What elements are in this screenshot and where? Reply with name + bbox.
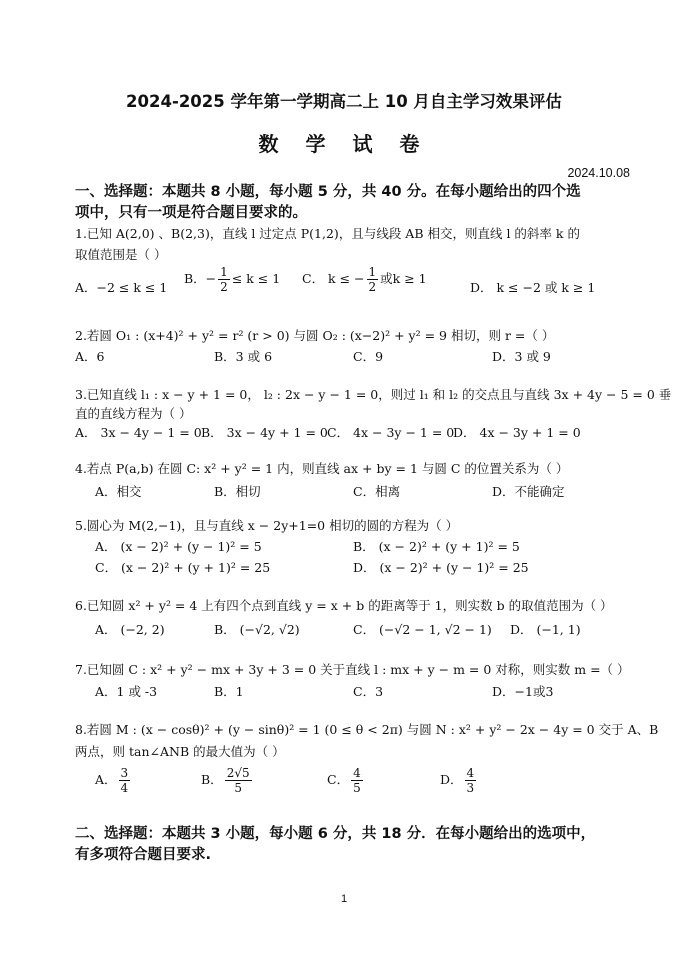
- subject-title: 数 学 试 卷: [258, 132, 430, 156]
- q8-opt-d-label: D．: [440, 772, 463, 787]
- q8-opt-b-label: B．: [201, 772, 223, 787]
- q8-opt-d-numerator: 4: [466, 766, 475, 780]
- q8-opt-b-denominator: 5: [234, 781, 242, 795]
- q8-opt-c-label: C．: [327, 772, 350, 787]
- question-5-line1: 5.圆心为 M(2,−1)，且与直线 x − 2y+1=0 相切的圆的方程为（ ）: [75, 518, 459, 533]
- question-8-option-a: [95, 766, 132, 795]
- question-4-option-a: A．相交: [95, 484, 142, 499]
- question-7-line1: 7.已知圆 C : x² + y² − mx + 3y + 3 = 0 关于直线 l : mx + y − m = 0 对称，则实数 m =（ ）: [75, 662, 630, 677]
- question-1-option-b: [184, 265, 280, 294]
- question-3-option-d: D． 4x − 3y + 1 = 0: [453, 425, 581, 440]
- question-6-option-a: A． (−2, 2): [95, 622, 165, 637]
- q1-opt-c-prefix: C． k ≤ −: [302, 271, 365, 286]
- question-1-option-a: A．−2 ≤ k ≤ 1: [75, 280, 168, 295]
- exam-title: 2024-2025 学年第一学期高二上 10 月自主学习效果评估: [126, 92, 562, 111]
- q1-opt-b-suffix: ≤ k ≤ 1: [231, 271, 281, 286]
- section-1-title-line2: 项中，只有一项是符合题目要求的。: [75, 205, 307, 221]
- question-4-option-c: C．相离: [353, 484, 401, 499]
- section-2-title-line1: 二、选择题：本题共 3 小题，每小题 6 分，共 18 分．在每小题给出的选项中，: [75, 826, 596, 842]
- question-2-option-b: B．3 或 6: [214, 349, 273, 364]
- section-1-heading: [75, 182, 623, 224]
- question-8-option-d: [440, 766, 478, 795]
- question-2-option-d: D．3 或 9: [492, 349, 551, 364]
- question-5-option-c: C． (x − 2)² + (y + 1)² = 25: [95, 560, 271, 575]
- question-7-option-a: A．1 或 -3: [95, 684, 158, 699]
- question-1-option-d: D． k ≤ −2 或 k ≥ 1: [470, 280, 596, 295]
- q8-opt-c-denominator: 5: [353, 781, 361, 795]
- question-3-option-c: C． 4x − 3y − 1 = 0: [327, 425, 455, 440]
- q1-opt-b-fraction: [218, 265, 230, 294]
- q1-opt-b-denominator: 2: [220, 280, 228, 294]
- q8-opt-d-fraction: [465, 766, 477, 795]
- question-1-line2: 取值范围是（ ）: [75, 247, 167, 262]
- q8-opt-b-numerator: 2√5: [226, 766, 250, 780]
- question-2-option-a: A．6: [75, 349, 105, 364]
- question-5-option-a: A． (x − 2)² + (y − 1)² = 5: [95, 539, 262, 554]
- question-8-line1: 8.若圆 M : (x − cosθ)² + (y − sinθ)² = 1 (0 ≤ θ < 2π) 与圆 N : x² + y² − 2x − 4y = 0 交于 A、B: [75, 722, 659, 737]
- question-7-option-b: B．1: [214, 684, 244, 699]
- question-4-option-b: B．相切: [214, 484, 261, 499]
- q1-opt-c-denominator: 2: [368, 280, 377, 294]
- question-8-option-c: [327, 766, 365, 795]
- question-6-line1: 6.已知圆 x² + y² = 4 上有四个点到直线 y = x + b 的距离等于 1，则实数 b 的取值范围为（ ）: [75, 598, 613, 613]
- question-3-line2: 直的直线方程为（ ）: [75, 406, 192, 421]
- question-5-option-d: D． (x − 2)² + (y − 1)² = 25: [353, 560, 529, 575]
- question-6-option-c: C． (−√2 − 1, √2 − 1): [353, 622, 492, 637]
- question-3-option-a: A． 3x − 4y − 1 = 0: [75, 425, 202, 440]
- q8-opt-b-fraction: [225, 766, 252, 795]
- q1-opt-c-suffix: 或k ≥ 1: [380, 271, 427, 286]
- q8-opt-a-numerator: 3: [120, 766, 129, 780]
- q8-opt-a-label: A．: [95, 772, 117, 787]
- question-8-line2: 两点，则 tan∠ANB 的最大值为（ ）: [75, 744, 285, 759]
- question-1-option-c: [302, 265, 427, 294]
- q1-opt-c-fraction: [367, 265, 379, 294]
- question-6-option-b: B． (−√2, √2): [214, 622, 300, 637]
- exam-date: 2024.10.08: [567, 166, 630, 180]
- question-2-option-c: C．9: [353, 349, 384, 364]
- q8-opt-c-numerator: 4: [353, 766, 361, 780]
- q8-opt-d-denominator: 3: [466, 781, 475, 795]
- q8-opt-a-fraction: [119, 766, 131, 795]
- q1-opt-c-numerator: 1: [368, 265, 377, 279]
- page-number: 1: [340, 893, 348, 905]
- question-4-option-d: D．不能确定: [492, 484, 565, 499]
- question-7-option-d: D．−1或3: [492, 684, 554, 699]
- question-6-option-d: D． (−1, 1): [510, 622, 581, 637]
- question-3-line1: 3.已知直线 l₁ : x − y + 1 = 0， l₂ : 2x − y − 1 = 0，则过 l₁ 和 l₂ 的交点且与直线 3x + 4y − 5 = 0 垂: [75, 387, 672, 402]
- question-1-line1: 1.已知 A(2,0) 、B(2,3)，直线 l 过定点 P(1,2)，且与线段 AB 相交，则直线 l 的斜率 k 的: [75, 226, 580, 241]
- section-1-title-line1: 一、选择题：本题共 8 小题，每小题 5 分，共 40 分。在每小题给出的四个选: [75, 184, 581, 200]
- question-5-option-b: B． (x − 2)² + (y + 1)² = 5: [353, 539, 520, 554]
- question-8-option-b: [201, 766, 254, 795]
- q1-opt-b-numerator: 1: [220, 265, 228, 279]
- question-4-line1: 4.若点 P(a,b) 在圆 C: x² + y² = 1 内，则直线 ax + by = 1 与圆 C 的位置关系为（ ）: [75, 461, 569, 476]
- q8-opt-c-fraction: [351, 766, 363, 795]
- question-7-option-c: C．3: [353, 684, 384, 699]
- section-2-title-line2: 有多项符合题目要求.: [75, 847, 212, 863]
- q8-opt-a-denominator: 4: [120, 781, 129, 795]
- question-2-line1: 2.若圆 O₁ : (x+4)² + y² = r² (r > 0) 与圆 O₂ : (x−2)² + y² = 9 相切，则 r =（ ）: [75, 328, 555, 343]
- question-3-option-b: B． 3x − 4y + 1 = 0: [201, 425, 328, 440]
- q1-opt-b-prefix: B．−: [184, 271, 217, 286]
- section-2-heading: [75, 824, 623, 866]
